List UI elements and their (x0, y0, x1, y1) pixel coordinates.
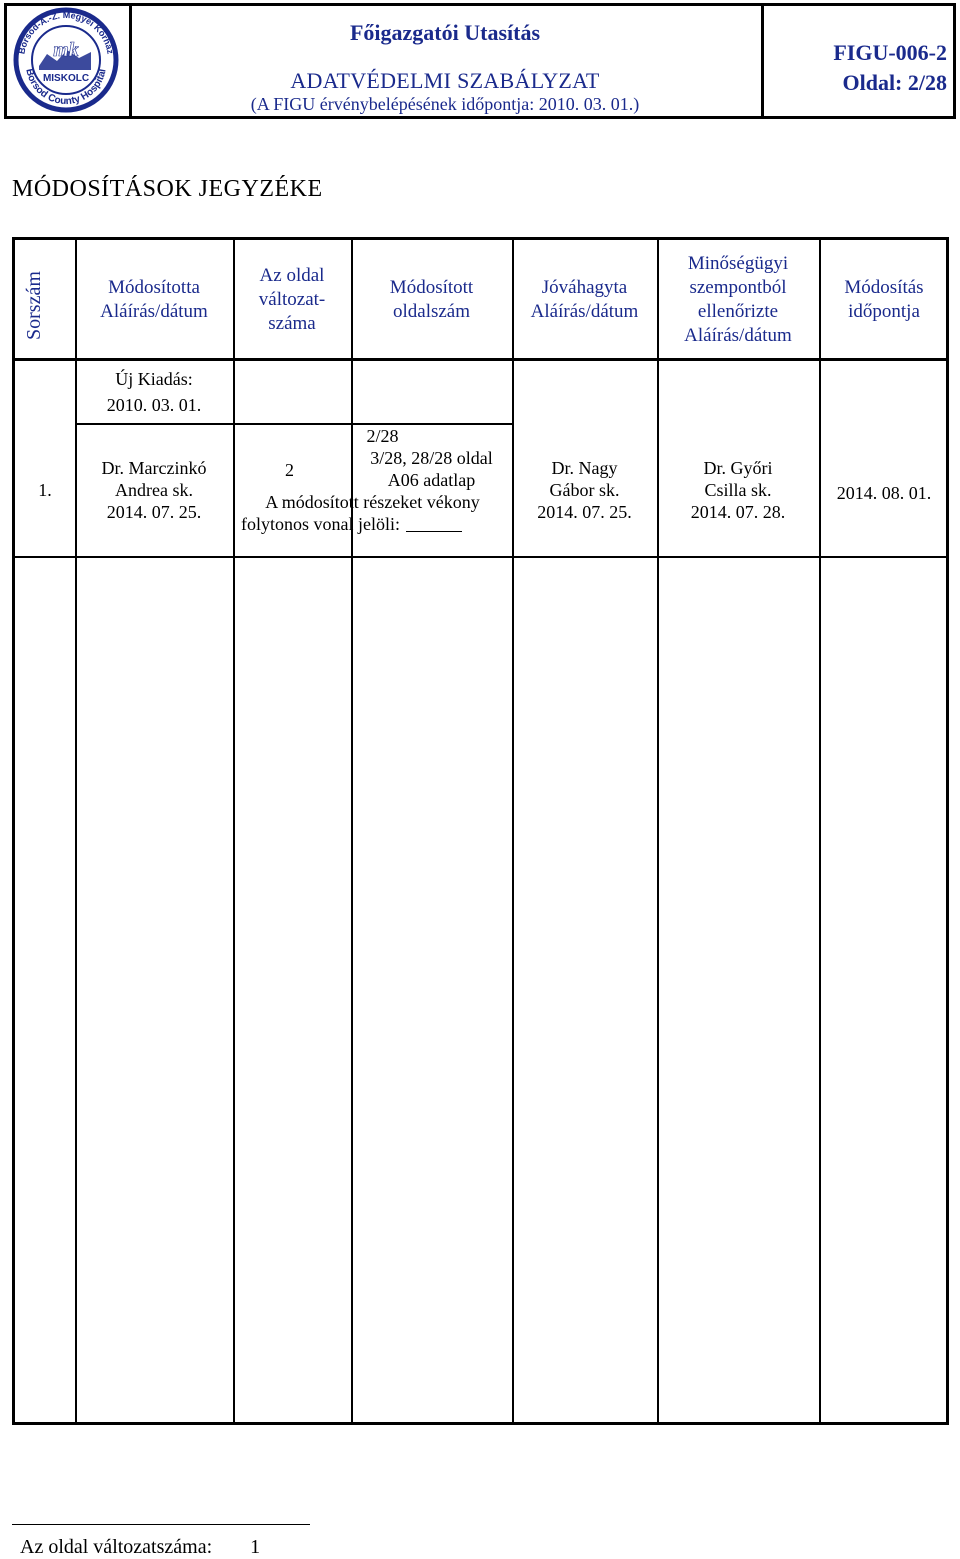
footer-version: 1 (250, 1536, 261, 1558)
row1-jovahagyta-name2: Gábor sk. (549, 480, 620, 500)
document-header (4, 3, 956, 119)
row1-oldalszam (351, 447, 512, 491)
row1-modositotta (75, 457, 233, 523)
row1-modositotta-name1: Dr. Marczinkó (101, 458, 207, 478)
row1-minoseg-name2: Csilla sk. (704, 480, 772, 500)
document-type-title: Főigazgatói Utasítás (349, 20, 541, 45)
header-jovahagyta-line2: Aláírás/dátum (530, 301, 639, 322)
header-sorszam: Sorszám (23, 271, 45, 340)
footer-label: Az oldal változatszáma: (20, 1536, 213, 1558)
row1-oldalszam-top: 2/28 (366, 426, 399, 446)
header-oldalszam-line1: Módosított (389, 277, 474, 298)
hospital-logo (7, 6, 125, 114)
header-minoseg (657, 252, 819, 348)
header-minoseg-line3: ellenőrizte (697, 301, 779, 322)
new-release-cell (75, 368, 233, 416)
logo-text-top: Borsod-A.-Z. Megyei Kórház (16, 9, 116, 55)
row1-minoseg-name1: Dr. Győri (703, 458, 773, 478)
row1-idopont: 2014. 08. 01. (836, 483, 932, 503)
logo-city: MISKOLC (42, 73, 90, 84)
logo-cell (7, 6, 132, 116)
header-valtozat-line2: változat- (258, 289, 326, 310)
header-valtozat (233, 264, 351, 336)
thin-line-marker (406, 531, 462, 532)
row1-minoseg-date: 2014. 07. 28. (690, 502, 786, 522)
header-valtozat-line1: Az oldal (259, 265, 325, 286)
header-jovahagyta (512, 276, 657, 324)
header-idopont-line1: Módosítás (844, 277, 924, 298)
document-code: FIGU-006-2 (833, 40, 947, 65)
row1-oldalszam-form: A06 adatlap (387, 470, 476, 490)
header-modositotta (75, 276, 233, 324)
row1-sorszam: 1. (38, 480, 52, 500)
section-title: MÓDOSÍTÁSOK JEGYZÉKE (12, 176, 323, 202)
row1-oldalszam-pages: 3/28, 28/28 oldal (370, 448, 493, 468)
row1-modositotta-date: 2014. 07. 25. (106, 502, 202, 522)
new-release-label: Új Kiadás: (115, 369, 193, 389)
row1-minoseg (657, 457, 819, 523)
header-modositotta-line1: Módosította (108, 277, 200, 298)
header-valtozat-line3: száma (268, 313, 316, 334)
header-meta-cell (761, 6, 953, 116)
header-oldalszam (351, 276, 512, 324)
page-number: Oldal: 2/28 (842, 70, 947, 95)
header-oldalszam-line2: oldalszám (392, 301, 471, 322)
header-idopont-line2: időpontja (848, 301, 920, 322)
header-minoseg-line4: Aláírás/dátum (684, 325, 792, 346)
row1-valtozat: 2 (285, 460, 294, 480)
header-minoseg-line1: Minőségügyi (687, 253, 789, 274)
row1-note-line2: folytonos vonal jelöli: (241, 514, 400, 534)
row1-jovahagyta (512, 457, 657, 523)
header-jovahagyta-line1: Jóváhagyta (541, 277, 628, 298)
header-idopont (819, 276, 949, 324)
header-modositotta-line2: Aláírás/dátum (100, 301, 208, 322)
new-release-date: 2010. 03. 01. (106, 395, 202, 415)
footer-rule (12, 1524, 310, 1525)
header-minoseg-line2: szempontból (689, 277, 787, 298)
header-title-cell (129, 6, 764, 116)
row1-page-change-cell (233, 425, 512, 535)
footer (20, 1536, 260, 1559)
effective-date-note: (A FIGU érvénybelépésének időpontja: 2010. 03. 01.) (250, 94, 640, 114)
row1-note-line1: A módosított részeket vékony (265, 492, 480, 512)
document-subtitle: ADATVÉDELMI SZABÁLYZAT (290, 68, 600, 93)
row1-jovahagyta-name1: Dr. Nagy (551, 458, 618, 478)
row1-note-line2-wrap (233, 513, 512, 535)
row1-modositotta-name2: Andrea sk. (115, 480, 193, 500)
row1-jovahagyta-date: 2014. 07. 25. (537, 502, 632, 522)
logo-monogram: mk (53, 39, 79, 61)
logo-text-bottom: Borsod County Hospital (23, 67, 109, 108)
modifications-table (12, 237, 949, 1425)
